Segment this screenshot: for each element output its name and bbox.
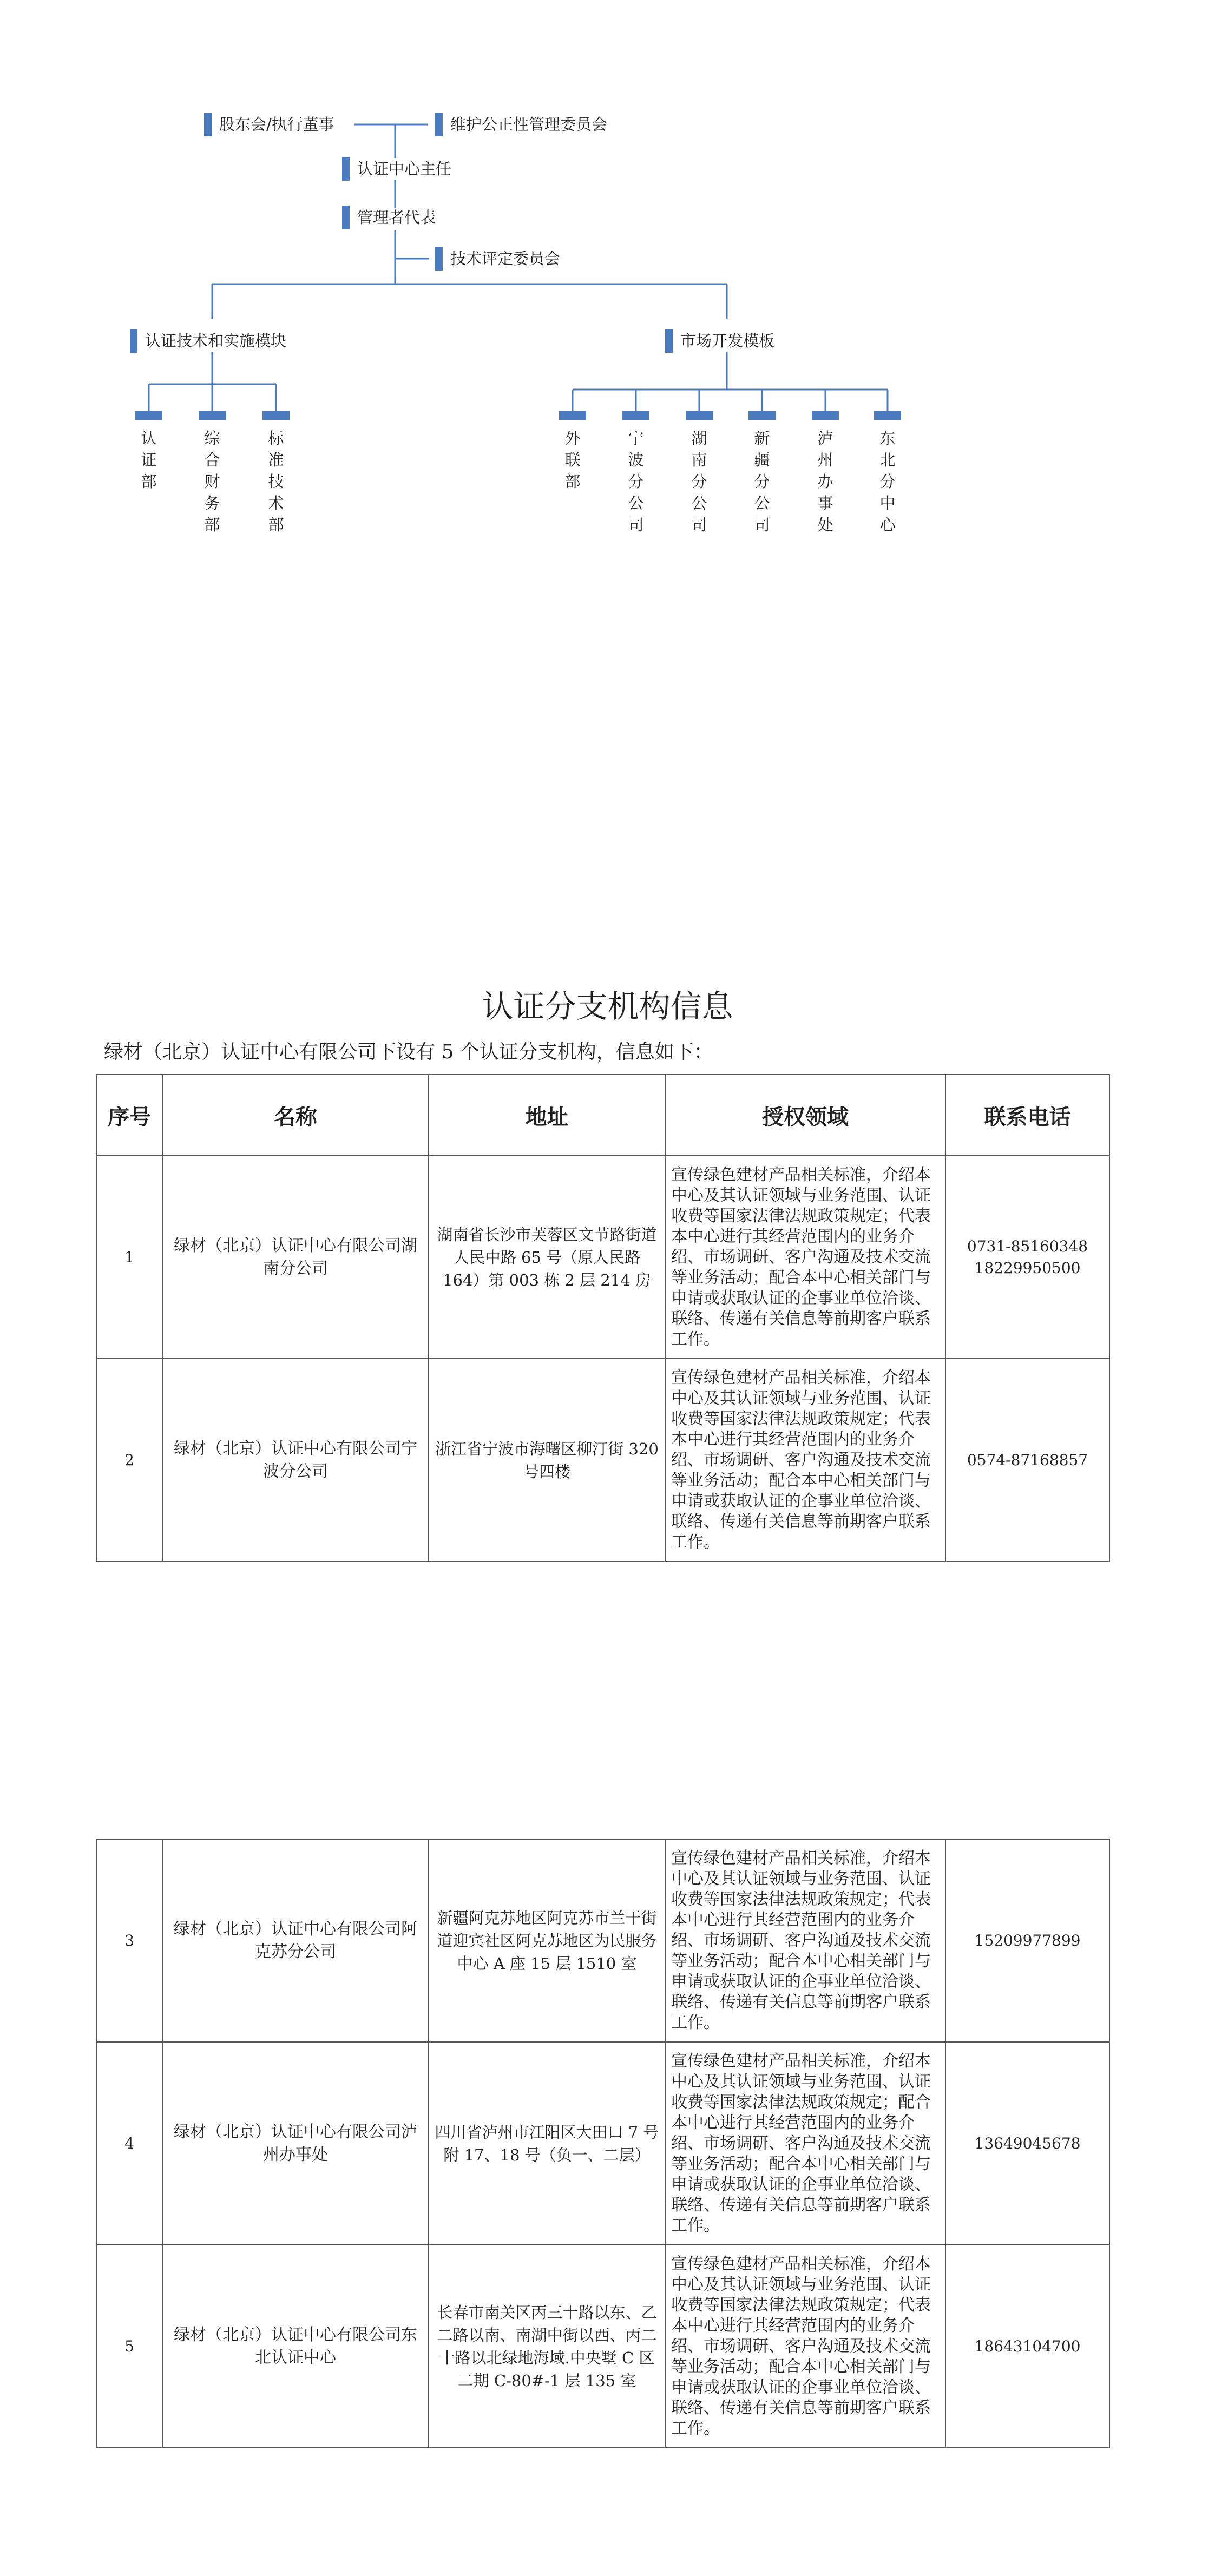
org-chart-lines <box>0 0 1215 595</box>
org-dept-finance: 综合财务部 <box>204 429 220 534</box>
org-dept-xinjiang: 新疆分公司 <box>754 429 770 534</box>
row-no: 5 <box>96 2245 162 2448</box>
row-name: 绿材（北京）认证中心有限公司泸州办事处 <box>162 2042 429 2245</box>
org-dept-luzhou: 泸州办事处 <box>817 429 833 534</box>
org-dept-northeast: 东北分中心 <box>879 429 896 534</box>
branch-table-part2 <box>96 1839 1110 2448</box>
row-tel-line: 15209977899 <box>974 1931 1081 1949</box>
org-dept-standards: 标准技术部 <box>268 429 284 534</box>
row-no: 3 <box>96 1839 162 2042</box>
row-scope: 宣传绿色建材产品相关标准，介绍本中心及其认证领域与业务范围、认证收费等国家法律法规政策规定；代表本中心进行其经营范围内的业务介绍、市场调研、客户沟通及技术交流等业务活动；配合本中心相关部门与申请或获取认证的企事业单位洽谈、联络、传递有关信息等前期客户联系工作。 <box>665 2245 945 2448</box>
row-tel-line: 0574-87168857 <box>967 1451 1088 1469</box>
row-tel-line: 13649045678 <box>974 2134 1081 2152</box>
header-address: 地址 <box>429 1075 665 1156</box>
row-name: 绿材（北京）认证中心有限公司宁波分公司 <box>162 1359 429 1562</box>
row-name: 绿材（北京）认证中心有限公司东北认证中心 <box>162 2245 429 2448</box>
row-address: 四川省泸州市江阳区大田口 7 号附 17、18 号（负一、二层） <box>429 2042 665 2245</box>
org-dept-liaison: 外联部 <box>564 429 581 491</box>
intro-paragraph: 绿材（北京）认证中心有限公司下设有 5 个认证分支机构，信息如下： <box>104 1041 713 1063</box>
row-tel-line: 18643104700 <box>974 2337 1081 2355</box>
row-tel <box>945 1359 1109 1562</box>
org-node-market-module: 市场开发模板 <box>680 332 775 350</box>
row-address: 湖南省长沙市芙蓉区文节路街道人民中路 65 号（原人民路 164）第 003 栋 2 层 214 房 <box>429 1156 665 1359</box>
row-address: 长春市南关区丙三十路以东、乙二路以南、南湖中街以西、丙二十路以北绿地海域.中央墅 C 区二期 C-80#-1 层 135 室 <box>429 2245 665 2448</box>
org-node-management-rep: 管理者代表 <box>357 208 436 227</box>
row-no: 2 <box>96 1359 162 1562</box>
row-no: 1 <box>96 1156 162 1359</box>
table-row <box>96 2042 1109 2245</box>
org-dept-hunan: 湖南分公司 <box>691 429 707 534</box>
org-node-director: 认证中心主任 <box>357 160 452 178</box>
table-row <box>96 2245 1109 2448</box>
branch-table-part1 <box>96 1074 1110 1562</box>
table-row <box>96 1359 1109 1562</box>
row-tel-line: 18229950500 <box>974 1259 1081 1277</box>
row-tel-line: 0731-85160348 <box>967 1237 1088 1255</box>
row-address: 新疆阿克苏地区阿克苏市兰干街道迎宾社区阿克苏地区为民服务中心 A 座 15 层 1510 室 <box>429 1839 665 2042</box>
header-tel: 联系电话 <box>945 1075 1109 1156</box>
org-node-cert-tech-module: 认证技术和实施模块 <box>145 332 287 350</box>
row-name: 绿材（北京）认证中心有限公司湖南分公司 <box>162 1156 429 1359</box>
org-node-shareholders: 股东会/执行董事 <box>219 115 334 134</box>
table-row <box>96 1839 1109 2042</box>
header-no: 序号 <box>96 1075 162 1156</box>
page-title: 认证分支机构信息 <box>482 988 733 1025</box>
org-node-tech-committee: 技术评定委员会 <box>450 249 561 268</box>
row-tel <box>945 1156 1109 1359</box>
header-name: 名称 <box>162 1075 429 1156</box>
row-no: 4 <box>96 2042 162 2245</box>
header-scope: 授权领域 <box>665 1075 945 1156</box>
table-header-row <box>96 1075 1109 1156</box>
row-address: 浙江省宁波市海曙区柳汀街 320 号四楼 <box>429 1359 665 1562</box>
row-tel <box>945 2245 1109 2448</box>
org-chart <box>0 0 1215 595</box>
row-name: 绿材（北京）认证中心有限公司阿克苏分公司 <box>162 1839 429 2042</box>
row-tel <box>945 2042 1109 2245</box>
row-scope: 宣传绿色建材产品相关标准，介绍本中心及其认证领域与业务范围、认证收费等国家法律法规政策规定；代表本中心进行其经营范围内的业务介绍、市场调研、客户沟通及技术交流等业务活动；配合本中心相关部门与申请或获取认证的企事业单位洽谈、联络、传递有关信息等前期客户联系工作。 <box>665 1359 945 1562</box>
row-scope: 宣传绿色建材产品相关标准，介绍本中心及其认证领域与业务范围、认证收费等国家法律法规政策规定；代表本中心进行其经营范围内的业务介绍、市场调研、客户沟通及技术交流等业务活动；配合本中心相关部门与申请或获取认证的企事业单位洽谈、联络、传递有关信息等前期客户联系工作。 <box>665 1839 945 2042</box>
org-node-impartiality-committee: 维护公正性管理委员会 <box>450 115 608 134</box>
org-dept-ningbo: 宁波分公司 <box>628 429 644 534</box>
table-row <box>96 1156 1109 1359</box>
row-tel <box>945 1839 1109 2042</box>
row-scope: 宣传绿色建材产品相关标准，介绍本中心及其认证领域与业务范围、认证收费等国家法律法规政策规定；配合本中心进行其经营范围内的业务介绍、市场调研、客户沟通及技术交流等业务活动；配合本中心相关部门与申请或获取认证的企事业单位洽谈、联络、传递有关信息等前期客户联系工作。 <box>665 2042 945 2245</box>
row-scope: 宣传绿色建材产品相关标准，介绍本中心及其认证领域与业务范围、认证收费等国家法律法规政策规定；代表本中心进行其经营范围内的业务介绍、市场调研、客户沟通及技术交流等业务活动；配合本中心相关部门与申请或获取认证的企事业单位洽谈、联络、传递有关信息等前期客户联系工作。 <box>665 1156 945 1359</box>
org-dept-certification: 认证部 <box>141 429 157 491</box>
